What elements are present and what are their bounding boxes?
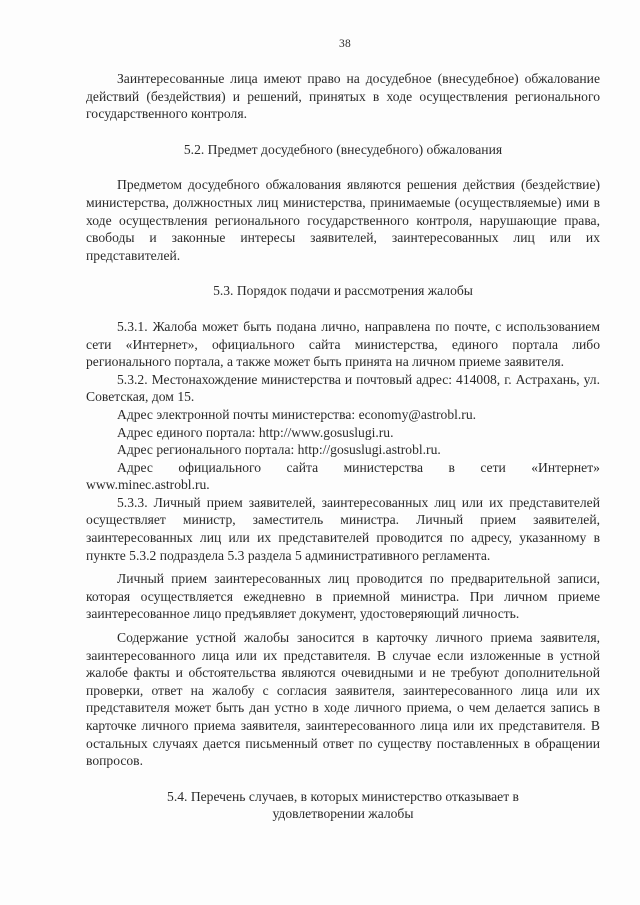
paragraph-oral-complaint: Содержание устной жалобы заносится в карточку личного приема заявителя, заинтересованного лица или их представителя. В случае если изложенные в устной жалобе факты и обстоятельства являются очевидными и не требуют дополнительной проверки, ответ на жалобу с согласия заявителя, заинтересованного лица или их представителя может быть дан устно в ходе личного приема, о чем делается запись в карточке личного приема заявителя, заинтересованного лица или их представителя. В остальных случаях дается письменный ответ по существу поставленных в обращении вопросов. [86, 630, 600, 769]
paragraph-subject-of-appeal: Предметом досудебного обжалования являются решения действия (бездействие) министерства, должностных лиц министерства, принимаемые (осуществляемые) ими в ходе осуществления регионального государственного контроля, нарушающие права, свободы и законные интересы заявителей, заинтересованных лиц или их представителей. [86, 177, 600, 263]
site-word: министерства [343, 459, 424, 475]
paragraph-5-3-3: 5.3.3. Личный прием заявителей, заинтересованных лиц или их представителей осуществляет министр, заместитель министра. Личный прием заявителей, заинтересованных лиц или их представителей проводится по адресу, указанному в пункте 5.3.2 подраздела 5.3 раздела 5 административного регламента. [86, 494, 600, 563]
site-word: в [448, 459, 455, 475]
heading-5-4-line1: 5.4. Перечень случаев, в которых министерство отказывает в [167, 788, 519, 804]
official-site-line [86, 459, 600, 477]
heading-5-2: 5.2. Предмет досудебного (внесудебного) обжалования [183, 141, 503, 157]
site-word: официального [178, 459, 262, 475]
heading-5-4 [86, 788, 600, 823]
paragraph-pretrial-right: Заинтересованные лица имеют право на досудебное (внесудебное) обжалование действий (бездействия) и решений, принятых в ходе осуществления регионального государственного контроля. [86, 71, 600, 122]
email-address-line: Адрес электронной почты министерства: economy@astrobl.ru. [117, 406, 477, 422]
heading-5-3: 5.3. Порядок подачи и рассмотрения жалобы [213, 283, 473, 299]
regional-portal-line: Адрес регионального портала: http://gosuslugi.astrobl.ru. [117, 442, 441, 458]
paragraph-personal-reception: Личный прием заинтересованных лиц проводится по предварительной записи, которая осуществляется ежедневно в приемной министра. При личном приеме заинтересованное лицо предъявляет документ, удостоверяющий личность. [86, 571, 600, 622]
site-word: Адрес [117, 459, 153, 475]
paragraph-5-3-1: 5.3.1. Жалоба может быть подана лично, направлена по почте, с использованием сети «Интернет», официального сайта министерства, единого портала либо регионального портала, а также может быть принята на личном приеме заявителя. [86, 318, 600, 370]
page-number: 38 [338, 38, 352, 50]
site-word: сети [480, 459, 506, 475]
heading-5-4-line2: удовлетворении жалобы [272, 806, 414, 822]
official-site-url: www.minec.astrobl.ru. [86, 477, 210, 493]
paragraph-5-3-2: 5.3.2. Местонахождение министерства и почтовый адрес: 414008, г. Астрахань, ул. Советская, дом 15. [86, 371, 600, 405]
single-portal-line: Адрес единого портала: http://www.gosuslugi.ru. [117, 424, 394, 440]
site-word: «Интернет» [531, 459, 600, 475]
document-body [86, 70, 600, 823]
site-word: сайта [286, 459, 319, 475]
